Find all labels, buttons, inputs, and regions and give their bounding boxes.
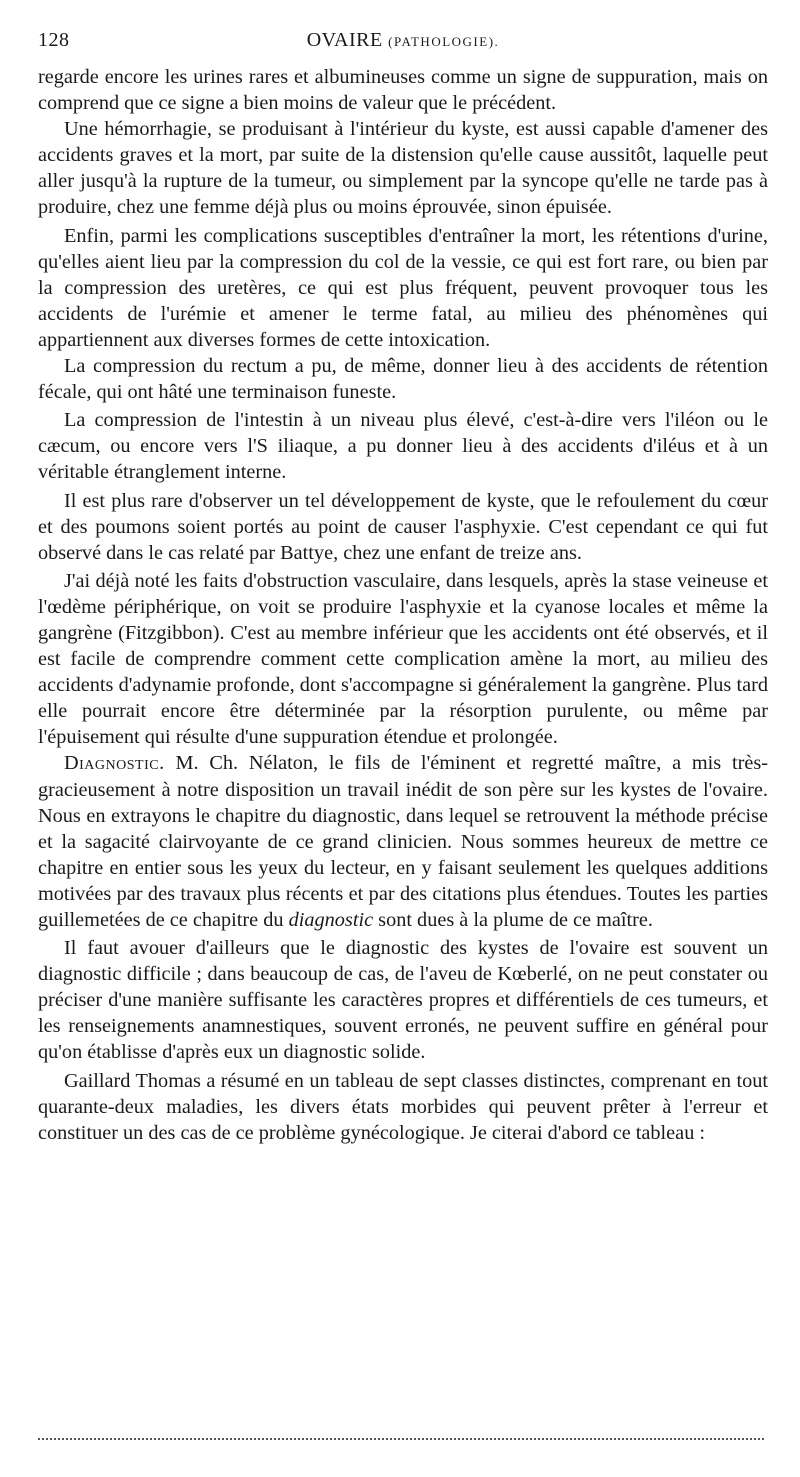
diagnostic-text: M. Ch. Nélaton, le fils de l'éminent et regretté maître, a mis très-gracieusement à notre disposition un travail inédit de son père sur les kystes de l'ovaire. Nous en extrayons le chapitre du diagnostic, dans lequel se retrouvent la méthode précise et la sagacité clairvoyante de ce grand clinicien. Nous sommes heureux de mettre ce chapitre en entier sous les yeux du lecteur, en y faisant seulement les quelques additions motivées par des travaux plus récents et par des citations plus étendues. Toutes les parties guillemetées de ce chapitre du: [38, 752, 768, 931]
paragraph-obstruction: J'ai déjà noté les faits d'obstruction vasculaire, dans lesquels, après la stase veineuse et l'œdème périphérique, on voit se produire l'asphyxie et la cyanose locales et même la gangrène (Fitzgibbon). C'est au membre inférieur que les accidents ont été observés, et il est facile de comprendre comment cette complication amène la mort, au milieu des accidents d'adynamie profonde, dont s'accompagne si généralement la gangrène. Plus tard elle pourrait encore être déterminée par la résorption purulente, ou même par l'épuisement qui résulte d'une suppuration étendue et prolongée.: [38, 569, 768, 749]
paragraph-asphyxie: Il est plus rare d'observer un tel développement de kyste, que le refoulement du cœur et des poumons soient portés au point de causer l'asphyxie. C'est cependant ce qui fut observé dans le cas relaté par Battye, chez une enfant de treize ans.: [38, 489, 768, 564]
running-header: [38, 22, 768, 52]
paragraph-difficile: Il faut avouer d'ailleurs que le diagnostic des kystes de l'ovaire est souvent un diagnostic difficile ; dans beaucoup de cas, de l'aveu de Kœberlé, on ne peut constater ou préciser d'une manière suffisante les caractères propres et différentiels de ces tumeurs, et les renseignements anamnestiques, souvent erronés, ne peuvent suffire en général pour qu'on établisse d'après eux un diagnostic solide.: [38, 937, 768, 1064]
section-heading-diagnostic: Diagnostic.: [64, 752, 165, 775]
paragraph-continuation: regarde encore les urines rares et albumineuses comme un signe de suppuration, mais on comprend que ce signe a bien moins de valeur que le précédent.: [38, 66, 768, 115]
paragraph-diagnostic: [38, 750, 768, 933]
paragraph-intestin: La compression de l'intestin à un niveau plus élevé, c'est-à-dire vers l'iléon ou le cæcum, ou encore vers l'S iliaque, a pu donner lieu à des accidents d'iléus et à un véritable étranglement interne.: [38, 409, 768, 484]
paragraph-retentions: Enfin, parmi les complications susceptibles d'entraîner la mort, les rétentions d'urine, qu'elles aient lieu par la compression du col de la vessie, ce qui est fort rare, ou bien par la compression des uretères, ce qui est plus fréquent, peuvent provoquer tous les accidents de l'urémie et amener le terme fatal, au milieu des phénomènes qui appartiennent aux diverses formes de cette intoxication.: [38, 224, 768, 351]
paragraph-rectum: La compression du rectum a pu, de même, donner lieu à des accidents de rétention fécale, qui ont hâté une terminaison funeste.: [38, 355, 768, 404]
diagnostic-tail: sont dues à la plume de ce maître.: [373, 909, 654, 931]
page-number: 128: [38, 29, 70, 51]
running-title: [38, 27, 768, 55]
document-page: [38, 22, 768, 1146]
running-title-subtitle: (PATHOLOGIE).: [388, 34, 500, 49]
diagnostic-italic: diagnostic: [288, 909, 374, 931]
running-title-main: OVAIRE: [306, 29, 383, 51]
paragraph-hemorrhagie: Une hémorrhagie, se produisant à l'intérieur du kyste, est aussi capable d'amener des accidents graves et la mort, par suite de la distension qu'elle cause aussitôt, laquelle peut aller jusqu'à la rupture de la tumeur, ou simplement par la syncope qu'elle ne tarde pas à produire, chez une femme déjà plus ou moins éprouvée, sinon épuisée.: [38, 118, 768, 219]
dotted-rule: [38, 1438, 764, 1440]
paragraph-tableau: Gaillard Thomas a résumé en un tableau de sept classes distinctes, comprenant en tout quarante-deux maladies, les divers états morbides qui peuvent prêter à l'erreur et constituer un des cas de ce problème gynécologique. Je citerai d'abord ce tableau :: [38, 1069, 768, 1144]
